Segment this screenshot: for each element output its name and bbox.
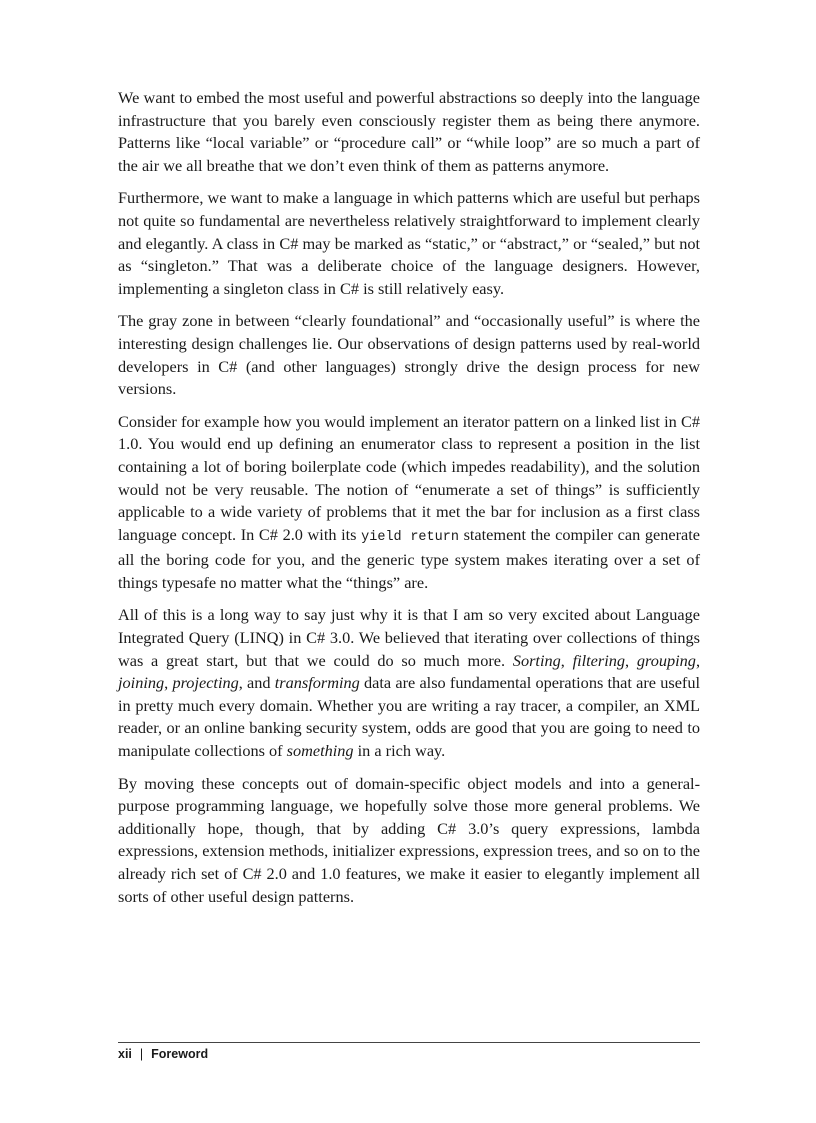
emphasis-term: projecting: [172, 673, 239, 693]
emphasis-term: Sorting: [512, 650, 561, 670]
paragraph-text: ,: [625, 650, 637, 670]
emphasis-term: grouping: [636, 650, 696, 670]
page-footer: [118, 1047, 208, 1061]
paragraph-gray-zone: The gray zone in between “clearly foundational” and “occasionally useful” is where the interesting design challenges lie. Our observations of design patterns used by real-world developers in C# (and other languages) strongly drive the design process for new versions.: [118, 311, 700, 399]
paragraph-general-purpose: By moving these concepts out of domain-specific object models and into a general-purpose programming language, we hopefully solve those more general problems. We additionally hope, though, that by adding C# 3.0’s query expressions, lambda expressions, extension methods, initializer expressions, expression trees, and so on to the already rich set of C# 2.0 and 1.0 features, we make it easier to elegantly implement all sorts of other useful design patterns.: [118, 773, 700, 906]
paragraph-text: ,: [164, 673, 173, 693]
paragraph-text: in a rich way.: [353, 741, 446, 761]
emphasis-term: filtering: [572, 650, 626, 670]
footer-rule: [118, 1042, 700, 1043]
paragraph-embed-abstractions: We want to embed the most useful and powerful abstractions so deeply into the language infrastructure that you barely even consciously register them as being there anymore. Patterns like “local variable” or “procedure call” or “while loop” are so much a part of the air we all breathe that we don’t even think of them as patterns anymore.: [118, 88, 700, 175]
emphasis-term: something: [286, 741, 354, 761]
emphasis-term: joining: [118, 673, 165, 693]
footer-separator: |: [139, 1047, 144, 1061]
paragraph-text: Consider for example how you would implement an iterator pattern on a linked list in C# 1.0. You would end up defining an enumerator class to represent a position in the list containing a lot of boring boilerplate code (which impedes readability), and the solution would not be very reusable. The notion of “enumerate a set of things” is sufficiently applicable to a wide variety of problems that it met the bar for inclusion as a first class language concept. In C# 2.0 with its: [118, 411, 700, 544]
paragraph-iterator-pattern: [118, 411, 700, 595]
paragraph-text: , and: [238, 673, 275, 693]
paragraph-text: data are also fundamental operations that are useful in pretty much every domain. Whether you are writing a ray tracer, a compiler, an XML reader, or an online banking security system, odds are good that you are going to need to manipulate collections of: [118, 673, 701, 761]
paragraph-text: ,: [560, 650, 573, 670]
paragraph-text: All of this is a long way to say just why it is that I am so very excited about Language Integrated Query (LINQ) in C# 3.0. We believed that iterating over collections of things was a great start, but that we could do so much more.: [118, 605, 700, 670]
inline-code: yield return: [361, 529, 459, 545]
paragraph-text: ,: [695, 650, 701, 670]
paragraph-linq: [118, 604, 700, 762]
paragraph-text: statement the compiler can generate all the boring code for you, and the generic type system makes iterating over a set of things typesafe no matter what the “things” are.: [118, 524, 700, 592]
page-number: xii: [118, 1047, 132, 1061]
emphasis-term: transforming: [274, 673, 360, 693]
page-body: [118, 87, 700, 918]
paragraph-patterns-useful: Furthermore, we want to make a language in which patterns which are useful but perhaps not quite so fundamental are nevertheless relatively straightforward to implement clearly and elegantly. A class in C# may be marked as “static,” or “abstract,” or “sealed,” but not as “singleton.” That was a deliberate choice of the language designers. However, implementing a singleton class in C# is still relatively easy.: [118, 188, 700, 298]
section-title: Foreword: [151, 1047, 209, 1061]
